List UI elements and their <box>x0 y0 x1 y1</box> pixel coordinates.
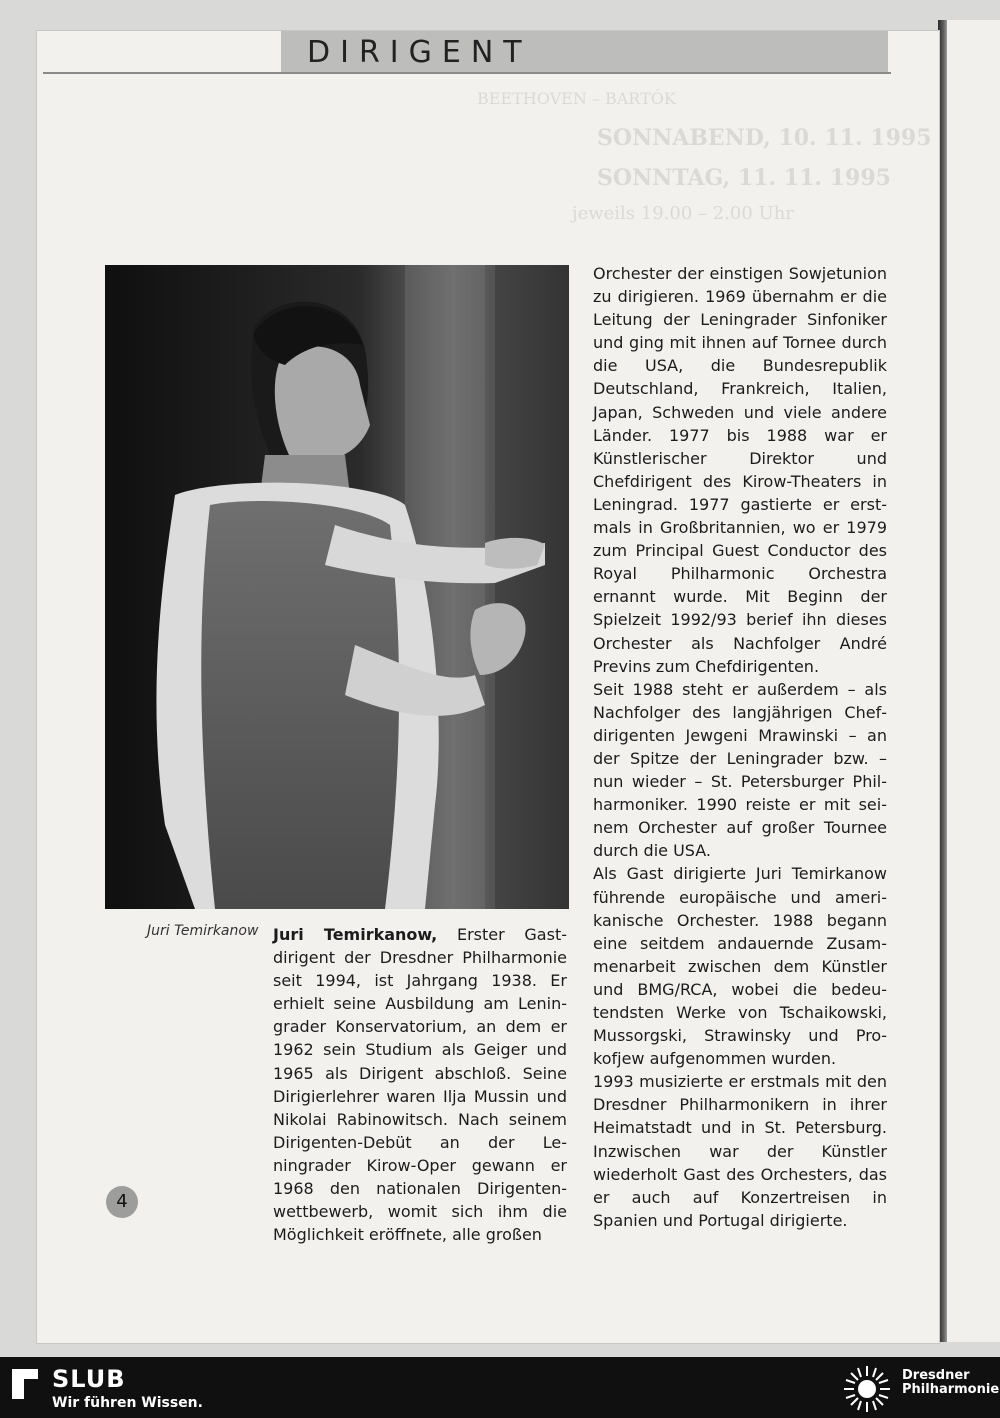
article-paragraph: Orchester der einstigen Sowjetunion zu dirigieren. 1969 übernahm er die Leitung der Leningrader Sinfoniker und ging mit ihnen auf Tornee durch die USA, die Bundesrepublik Deutschland, Frankreich, Italien, Japan, Schweden und viele andere Länder. 1977 bis 1988 war er Künstlerischer Direktor und Chefdirigent des Kirow-Theaters in Leningrad. 1977 gastierte er erstmals in Großbritannien, wo er 1979 zum Principal Guest Conductor des Royal Philharmonic Orchestra ernannt wurde. Mit Beginn der Spielzeit 1992/93 berief ihn dieses Orchester als Nachfolger André Previns zum Chefdirigenten. <box>593 264 887 676</box>
header-rule <box>43 72 891 74</box>
show-through-text: BEETHOVEN – BARTÓK <box>477 89 676 108</box>
slub-logo-icon <box>10 1367 40 1401</box>
article-body-left: Erster Gastdirigent der Dresdner Philharmonie seit 1994, ist Jahrgang 1938. Er erhielt seine Ausbildung am Leningrader Konservatorium, an dem er 1962 sein Studium als Geiger und 1965 als Dirigent abschloß. Seine Dirigierlehrer waren Ilja Mussin und Nikolai Rabinowitsch. Nach seinem Dirigenten-Debüt an der Leningrader Kirow-Oper gewann er 1968 den nationalen Dirigentenwettbewerb, womit sich ihm die Möglichkeit eröffnete, alle großen <box>273 925 567 1245</box>
conductor-photo <box>105 265 569 909</box>
article-paragraph: 1993 musizierte er erstmals mit den Dresdner Philharmonikern in ihrer Heimatstadt und in St. Petersburg. Inzwischen war der Künstler wiederholt Gast des Orchesters, das er auch auf Konzertreisen in Spanien und Portugal dirigierte. <box>593 1072 887 1230</box>
article-column-left <box>273 923 567 1246</box>
section-title: DIRIGENT <box>307 35 532 70</box>
philharmonie-name <box>902 1369 999 1397</box>
article-paragraph: Als Gast dirigierte Juri Temirkanow führende europäische und amerikanische Orchester. 1988 begann eine seitdem andauernde Zusammenarbeit zwischen dem Künstler und BMG/RCA, wobei die bedeutendsten Werke von Tschaikowski, Mussorgski, Strawinsky und Prokofjew aufgenommen wurden. <box>593 864 887 1069</box>
footer-bar <box>0 1357 1000 1418</box>
philharmonie-logo-icon <box>842 1364 892 1414</box>
article-paragraph: Seit 1988 steht er außerdem – als Nachfolger des langjährigen Chefdirigenten Jewgeni Mrawinski – an der Spitze der Leningrader bzw. – nun wieder – St. Petersburger Philharmoniker. 1990 reiste er mit seinem Orchester auf großer Tournee durch die USA. <box>593 679 887 861</box>
photo-caption: Juri Temirkanow <box>147 923 259 939</box>
show-through-text: SONNTAG, 11. 11. 1995 <box>597 165 891 191</box>
article-lead: Juri Temirkanow, <box>273 925 438 944</box>
slub-name: SLUB <box>52 1365 126 1393</box>
show-through-text: SONNABEND, 10. 11. 1995 <box>597 125 932 151</box>
adjacent-page-edge <box>947 20 1000 1342</box>
show-through-text: jeweils 19.00 – 2.00 Uhr <box>572 203 794 224</box>
brochure-page <box>36 30 940 1344</box>
slub-tagline: Wir führen Wissen. <box>52 1395 203 1411</box>
article-column-right <box>593 262 887 1232</box>
conductor-illustration <box>105 265 569 909</box>
philharmonie-name-line2: Philharmonie <box>902 1382 1000 1397</box>
page-number: 4 <box>106 1186 138 1218</box>
philharmonie-name-line1: Dresdner <box>902 1368 970 1383</box>
